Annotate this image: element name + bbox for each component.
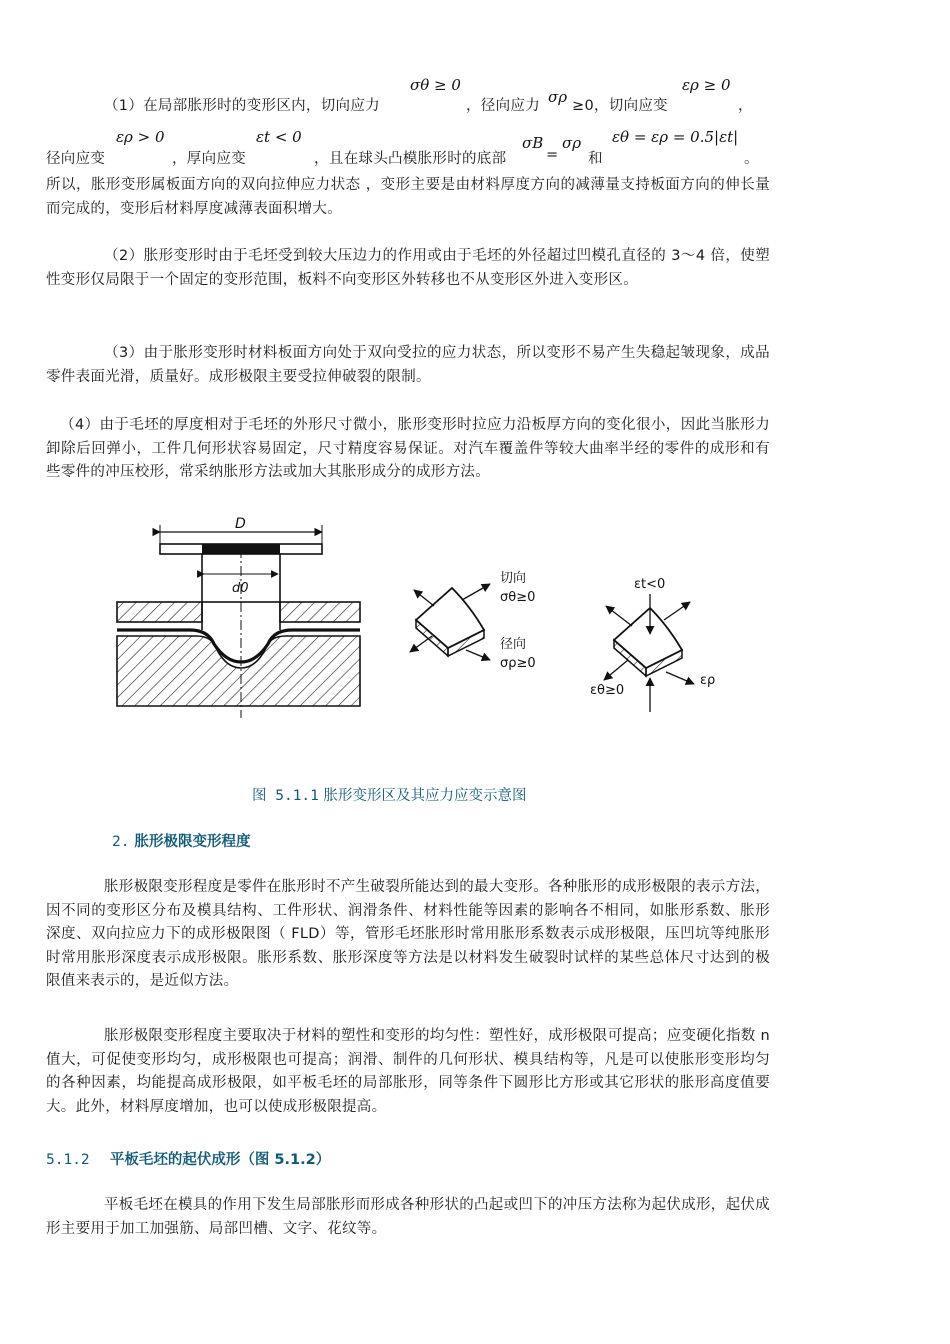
paragraph-3: （3）由于胀形变形时材料板面方向处于双向受拉的应力状态，所以变形不易产生失稳起皱现象，成品零件表面光滑，质量好。成形极限主要受拉伸破裂的限制。 xyxy=(46,345,770,385)
paragraph-2: （2）胀形变形时由于毛坯受到较大压边力的作用或由于毛坯的外径超过凹模孔直径的 3～4 倍，使塑性变形仅局限于一个固定的变形范围，板料不向变形区外转移也不从变形区外进入变形区。 xyxy=(46,248,770,288)
para1-text-5: 径向应变 xyxy=(46,151,106,167)
section-heading-5-1-2: 5.1.2 平板毛坯的起伏成形（图 5.1.2） xyxy=(46,1152,331,1168)
math-eps-rho-gt: ερ > 0 xyxy=(116,128,165,146)
label-eps-t: εt<0 xyxy=(634,577,666,592)
para1-text-8: = xyxy=(546,147,559,163)
para1-text-10: 。 xyxy=(744,151,759,167)
paragraph-6: 胀形极限变形程度主要取决于材料的塑性和变形的均匀性：塑性好，成形极限可提高；应变硬化指数 n 值大，可促使变形均匀，成形极限也可提高；润滑、制件的几何形状、模具结构等，凡是可以使胀形变形均匀的各种因素，均能提高成形极限，如平板毛坯的局部胀形，同等条件下圆形比方形或其它形状的胀形高度值要大。此外，材料厚度增加，也可以使成形极限提高。 xyxy=(46,1028,770,1115)
section-heading-2: 2. 胀形极限变形程度 xyxy=(112,834,251,850)
label-sigma-rho: σρ≥0 xyxy=(500,656,536,671)
label-d0: d0 xyxy=(232,581,249,596)
paragraph-4: （4）由于毛坯的厚度相对于毛坯的外形尺寸微小，胀形变形时拉应力沿板厚方向的变化很小，因此当胀形力卸除后回弹小，工件几何形状容易固定，尺寸精度容易保证。对汽车覆盖件等较大曲率半经的零件的成形和有些零件的冲压校形，常采纳胀形方法或加大其胀形成分的成形方法。 xyxy=(46,417,770,480)
para1-text-7: ，且在球头凸模胀形时的底部 xyxy=(314,151,507,167)
math-sigma-theta: σθ ≥ 0 xyxy=(410,76,461,94)
math-eps-t: εt < 0 xyxy=(256,128,302,146)
para1-text-4: ， xyxy=(738,98,753,114)
math-eps-rho-ge: ερ ≥ 0 xyxy=(682,76,731,94)
para1-text-3: ≥0，切向应变 xyxy=(572,98,668,114)
figure-caption: 图 5.1.1 胀形变形区及其应力应变示意图 xyxy=(252,788,527,804)
label-tangential: 切向 xyxy=(500,571,527,586)
label-eps-theta: εθ≥0 xyxy=(590,683,625,698)
label-sigma-theta: σθ≥0 xyxy=(500,590,536,605)
para1-text-2: ，径向应力 xyxy=(466,98,540,114)
para1-text-1: （1）在局部胀形时的变形区内，切向应力 xyxy=(104,98,380,114)
label-radial: 径向 xyxy=(500,637,527,652)
para1-text-6: ，厚向应变 xyxy=(172,151,246,167)
stress-element xyxy=(410,584,490,660)
paragraph-5: 胀形极限变形程度是零件在胀形时不产生破裂所能达到的最大变形。各种胀形的成形极限的表示方法，因不同的变形区分布及模具结构、工件形状、润滑条件、材料性能等因素的影响各不相同，如胀形系数、胀形深度、双向拉应力下的成形极限图（ FLD）等，管形毛坯胀形时常用胀形系数表示成形极限，压凹坑等纯胀形时常用胀形深度表示成形极限。胀形系数、胀形深度等方法是以材料发生破裂时试样的某些总体尺寸达到的极限值来表示的，是近似方法。 xyxy=(46,879,770,989)
math-eps-eq: εθ = ερ = 0.5|εt| xyxy=(612,128,739,146)
math-sigma-B: σB xyxy=(522,134,544,152)
math-sigma-rho: σρ xyxy=(548,88,568,106)
math-sigma-rho-2: σρ xyxy=(562,134,582,152)
label-eps-rho: ερ xyxy=(700,673,716,688)
para1-text-9: 和 xyxy=(588,151,603,167)
die-assembly xyxy=(117,525,360,718)
para1-rest: 所以，胀形变形属板面方向的双向拉伸应力状态 ，变形主要是由材料厚度方向的减薄量支持板面方向的伸长量而完成的，变形后材料厚度减薄表面积增大。 xyxy=(46,177,770,217)
label-D: D xyxy=(235,516,246,532)
paragraph-7: 平板毛坯在模具的作用下发生局部胀形而形成各种形状的凸起或凹下的冲压方法称为起伏成形，起伏成形主要用于加工加强筋、局部凹槽、文字、花纹等。 xyxy=(46,1197,770,1237)
